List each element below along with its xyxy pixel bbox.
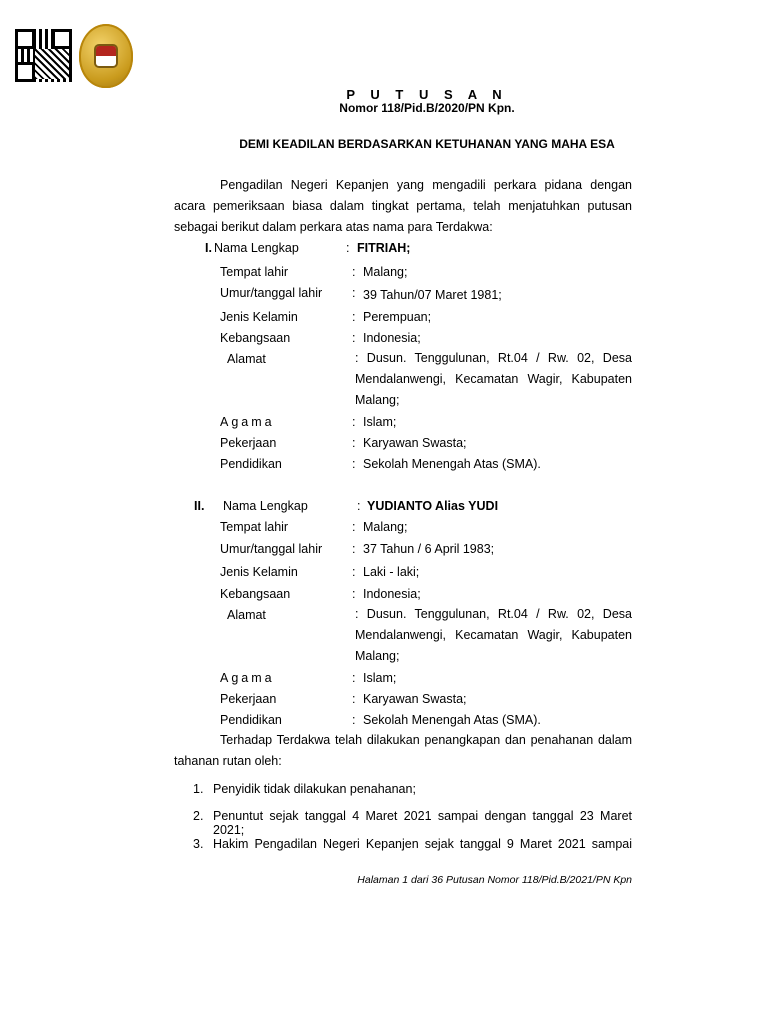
colon: : (352, 331, 356, 345)
defendant-2-sex-label: Jenis Kelamin (220, 565, 298, 579)
defendant-1-job: Karyawan Swasta; (363, 436, 467, 450)
court-seal-logo (79, 24, 133, 88)
defendant-2-address: : Dusun. Tenggulunan, Rt.04 / Rw. 02, Desa Mendalanwengi, Kecamatan Wagir, Kabupaten Malang; (355, 607, 632, 663)
defendant-2-nationality: Indonesia; (363, 587, 421, 601)
defendant-2-age-label: Umur/tanggal lahir (220, 542, 323, 556)
defendant-2-religion-label: Agama (220, 671, 275, 685)
defendant-1-name-label: Nama Lengkap (214, 241, 299, 255)
defendant-1-name: FITRIAH; (357, 241, 411, 255)
defendant-1-job-label: Pekerjaan (220, 436, 277, 450)
document-number: Nomor 118/Pid.B/2020/PN Kpn. (339, 101, 515, 115)
defendant-1-age: 39 Tahun/07 Maret 1981; (363, 288, 502, 302)
list-item: Penyidik tidak dilakukan penahanan; (213, 782, 416, 796)
defendant-2-education: Sekolah Menengah Atas (SMA). (363, 713, 541, 727)
invocation-heading: DEMI KEADILAN BERDASARKAN KETUHANAN YANG MAHA ESA (239, 137, 615, 151)
colon: : (352, 436, 356, 450)
defendant-1-address: : Dusun. Tenggulunan, Rt.04 / Rw. 02, Desa Mendalanwengi, Kecamatan Wagir, Kabupaten Malang; (355, 351, 632, 407)
defendant-1-index: I. (205, 241, 212, 255)
defendant-1-education-label: Pendidikan (220, 457, 282, 471)
colon: : (352, 692, 356, 706)
colon: : (346, 241, 350, 255)
defendant-1-nationality: Indonesia; (363, 331, 421, 345)
colon: : (352, 286, 356, 300)
defendant-1-nationality-label: Kebangsaan (220, 331, 291, 345)
defendant-2-address-label: Alamat (227, 608, 266, 622)
defendant-2-nationality-label: Kebangsaan (220, 587, 291, 601)
colon: : (352, 587, 356, 601)
colon: : (352, 457, 356, 471)
defendant-1-sex: Perempuan; (363, 310, 432, 324)
defendant-2-job: Karyawan Swasta; (363, 692, 467, 706)
defendant-1-birthplace: Malang; (363, 265, 408, 279)
list-item-number: 2. (193, 809, 204, 823)
qr-code (15, 29, 72, 82)
colon: : (352, 565, 356, 579)
defendant-1-education: Sekolah Menengah Atas (SMA). (363, 457, 541, 471)
defendant-2-birthplace-label: Tempat lahir (220, 520, 289, 534)
colon: : (352, 520, 356, 534)
defendant-2-age: 37 Tahun / 6 April 1983; (363, 542, 495, 556)
list-item-number: 1. (193, 782, 204, 796)
intro-paragraph: Pengadilan Negeri Kepanjen yang mengadili perkara pidana dengan acara pemeriksaan biasa dalam tingkat pertama, telah menjatuhkan putusan sebagai berikut dalam perkara atas nama para Terdakwa: (174, 178, 632, 234)
defendant-2-name-label: Nama Lengkap (223, 499, 308, 513)
defendant-1-religion: Islam; (363, 415, 397, 429)
defendant-2-job-label: Pekerjaan (220, 692, 277, 706)
defendant-1-religion-label: Agama (220, 415, 275, 429)
colon: : (352, 265, 356, 279)
colon: : (352, 310, 356, 324)
list-item: Penuntut sejak tanggal 4 Maret 2021 sampai dengan tanggal 23 Maret 2021; (213, 809, 632, 837)
defendant-2-sex: Laki - laki; (363, 565, 420, 579)
defendant-1-address-label: Alamat (227, 352, 266, 366)
defendant-1-age-label: Umur/tanggal lahir (220, 286, 323, 300)
list-item: Hakim Pengadilan Negeri Kepanjen sejak tanggal 9 Maret 2021 sampai (213, 837, 632, 851)
defendant-1-sex-label: Jenis Kelamin (220, 310, 298, 324)
list-item-number: 3. (193, 837, 204, 851)
colon: : (352, 415, 356, 429)
defendant-2-birthplace: Malang; (363, 520, 408, 534)
colon: : (357, 499, 361, 513)
defendant-2-index: II. (194, 499, 205, 513)
document-title: P U T U S A N (346, 87, 508, 102)
page-footer: Halaman 1 dari 36 Putusan Nomor 118/Pid.B/2021/PN Kpn (357, 874, 632, 886)
defendant-2-education-label: Pendidikan (220, 713, 282, 727)
colon: : (352, 713, 356, 727)
colon: : (352, 671, 356, 685)
defendant-1-birthplace-label: Tempat lahir (220, 265, 289, 279)
defendant-2-religion: Islam; (363, 671, 397, 685)
defendant-2-name: YUDIANTO Alias YUDI (367, 499, 499, 513)
detention-intro: Terhadap Terdakwa telah dilakukan penangkapan dan penahanan dalam tahanan rutan oleh: (174, 733, 632, 768)
colon: : (352, 542, 356, 556)
